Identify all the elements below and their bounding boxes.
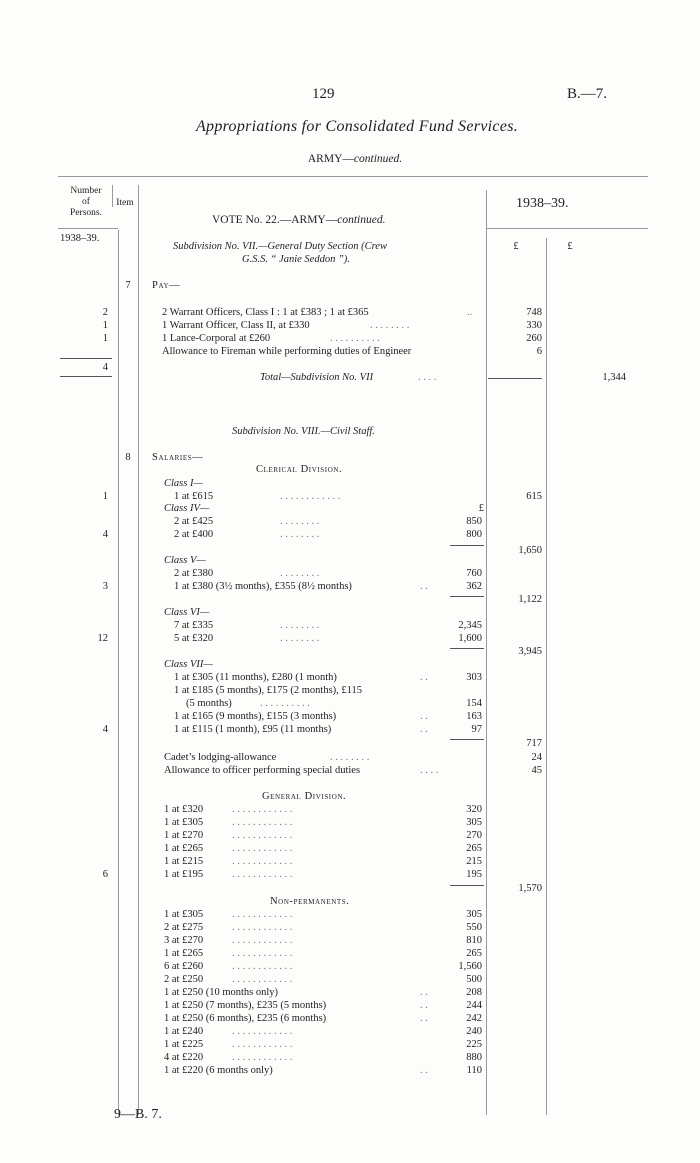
item-column-left <box>118 230 119 1115</box>
line-description: 1 at £615 <box>174 491 214 502</box>
sub-value: 163 <box>466 711 482 722</box>
line-amount: 6 <box>536 346 542 357</box>
vote-title-continued: continued. <box>337 214 386 226</box>
vote-title-text: VOTE No. 22.—ARMY— <box>212 214 338 226</box>
class-heading: Class I— <box>164 478 203 489</box>
pound-symbol-right: £ <box>567 241 573 252</box>
sub-value: 362 <box>466 581 482 592</box>
line-description: 1 at £305 <box>164 909 204 920</box>
sub-value: 97 <box>471 724 482 735</box>
sub-value: 880 <box>466 1052 482 1063</box>
sub-value: 550 <box>466 922 482 933</box>
persons-year-label: 1938–39. <box>60 233 100 244</box>
line-amount: 260 <box>526 333 542 344</box>
item-column-header: Item <box>116 198 134 208</box>
line-description: 1 at £240 <box>164 1026 204 1037</box>
leader-dots: . . . . . . . . <box>280 516 320 527</box>
class-subtotal: 1,122 <box>518 594 542 605</box>
leader-dots: .. <box>467 307 473 318</box>
subtotal-rule <box>450 545 484 546</box>
leader-dots: . . . . . . . . . . . . <box>232 909 293 920</box>
sub-value: 195 <box>466 869 482 880</box>
line-description: 1 Warrant Officer, Class II, at £330 <box>162 320 310 331</box>
line-description: 1 at £305 (11 months), £280 (1 month) <box>174 672 337 683</box>
leader-dots: . . . . . . . . <box>280 568 320 579</box>
line-description: 1 at £305 <box>164 817 204 828</box>
leader-dots: . . . . <box>418 372 437 383</box>
amount-column-divider <box>546 238 547 1115</box>
sub-value: 265 <box>466 948 482 959</box>
class-subtotal: 1,650 <box>518 545 542 556</box>
persons-count: 3 <box>102 581 108 592</box>
line-description: 2 at £275 <box>164 922 204 933</box>
leader-dots: . . . . . . . . . . . . <box>232 804 293 815</box>
subdivision-7-title-cont: G.S.S. “ Janie Seddon ”). <box>242 254 350 265</box>
line-description: 1 at £250 (10 months only) <box>164 987 279 998</box>
line-amount: 615 <box>526 491 542 502</box>
leader-dots: . . . . . . . . . . . . <box>232 961 293 972</box>
line-description: 3 at £270 <box>164 935 204 946</box>
amount-year-label: 1938–39. <box>516 196 569 211</box>
page-title: Appropriations for Consolidated Fund Services. <box>195 118 519 135</box>
non-permanents-heading: Non-permanents. <box>270 896 350 907</box>
vote-title <box>212 214 385 226</box>
leader-dots: . . <box>420 987 428 998</box>
sub-value: 242 <box>466 1013 482 1024</box>
line-description: 2 at £250 <box>164 974 204 985</box>
subdivision-7-title: Subdivision No. VII.—General Duty Section (Crew <box>173 241 387 252</box>
clerical-division-heading: Clerical Division. <box>256 464 343 475</box>
line-description: 1 at £225 <box>164 1039 204 1050</box>
pound-symbol-left: £ <box>513 241 519 252</box>
subtotal-rule <box>450 885 484 886</box>
line-description: 1 at £265 <box>164 948 204 959</box>
sub-value: 850 <box>466 516 482 527</box>
leader-dots: . . . . . . . . <box>370 320 410 331</box>
class-heading: Class V— <box>164 555 206 566</box>
persons-count: 1 <box>102 333 108 344</box>
sub-value: 800 <box>466 529 482 540</box>
line-description: 7 at £335 <box>174 620 214 631</box>
line-amount: 330 <box>526 320 542 331</box>
line-description: 1 at £265 <box>164 843 204 854</box>
sub-value: 244 <box>466 1000 482 1011</box>
line-description: 1 at £115 (1 month), £95 (11 months) <box>174 724 332 735</box>
sub-value: 305 <box>466 817 482 828</box>
leader-dots: . . . . . . . . . . . . <box>232 948 293 959</box>
persons-count: 4 <box>102 529 108 540</box>
leader-dots: . . . . <box>420 765 439 776</box>
line-description: 4 at £220 <box>164 1052 204 1063</box>
item-column-right <box>138 185 139 1115</box>
sub-value: 2,345 <box>458 620 482 631</box>
sub-value: 215 <box>466 856 482 867</box>
persons-header-line: of <box>82 197 90 207</box>
line-description: 2 at £380 <box>174 568 214 579</box>
sub-value: 760 <box>466 568 482 579</box>
item-number: 7 <box>125 280 131 291</box>
line-description: Allowance to Fireman while performing duties of Engineer <box>162 346 412 357</box>
sub-value: 303 <box>466 672 482 683</box>
subdivision-7-total: 1,344 <box>602 372 626 383</box>
sub-value: 305 <box>466 909 482 920</box>
subtotal-rule <box>450 648 484 649</box>
sub-value: 1,560 <box>458 961 482 972</box>
leader-dots: . . . . . . . . . . . . <box>232 922 293 933</box>
line-description: 1 at £185 (5 months), £175 (2 months), £115 <box>174 685 363 696</box>
line-description: 1 at £165 (9 months), £155 (3 months) <box>174 711 337 722</box>
line-description-cont: (5 months) <box>186 698 232 709</box>
leader-dots: . . <box>420 1013 428 1024</box>
line-description: Cadet’s lodging-allowance <box>164 752 277 763</box>
sub-value: 270 <box>466 830 482 841</box>
line-description: 1 Lance-Corporal at £260 <box>162 333 271 344</box>
leader-dots: . . <box>420 711 428 722</box>
persons-header-line: Number <box>70 186 102 196</box>
line-description: 1 at £320 <box>164 804 204 815</box>
persons-count: 1 <box>102 320 108 331</box>
line-description: 1 at £195 <box>164 869 204 880</box>
leader-dots: . . <box>420 672 428 683</box>
persons-column-header <box>60 186 112 219</box>
sub-value: 208 <box>466 987 482 998</box>
section-heading <box>0 153 700 165</box>
leader-dots: . . <box>420 1000 428 1011</box>
sub-value: 500 <box>466 974 482 985</box>
sub-value: 240 <box>466 1026 482 1037</box>
item-number: 8 <box>125 452 131 463</box>
sub-value: 265 <box>466 843 482 854</box>
table-top-rule <box>58 176 648 177</box>
leader-dots: . . . . . . . . <box>280 620 320 631</box>
sub-value: 225 <box>466 1039 482 1050</box>
line-description: Allowance to officer performing special duties <box>164 765 361 776</box>
line-description: 2 Warrant Officers, Class I : 1 at £383 ; 1 at £365 <box>162 307 369 318</box>
persons-count: 6 <box>102 869 108 880</box>
class-subtotal: 1,570 <box>518 883 542 894</box>
class-subtotal: 717 <box>526 738 542 749</box>
line-description: 1 at £250 (7 months), £235 (5 months) <box>164 1000 327 1011</box>
line-amount: 45 <box>531 765 542 776</box>
leader-dots: . . <box>420 581 428 592</box>
persons-total: 4 <box>102 362 108 373</box>
document-reference: B.—7. <box>567 86 608 102</box>
amount-total-rule <box>488 378 542 379</box>
subdivision-7-total-label: Total—Subdivision No. VII <box>260 372 374 383</box>
leader-dots: . . . . . . . . . . . . <box>232 1026 293 1037</box>
leader-dots: . . . . . . . . . . . . <box>232 1039 293 1050</box>
persons-count: 2 <box>102 307 108 318</box>
sub-value: 1,600 <box>458 633 482 644</box>
page-footer: 9—B. 7. <box>114 1107 162 1122</box>
sub-value: 110 <box>466 1065 482 1076</box>
leader-dots: . . . . . . . . . . . . <box>232 935 293 946</box>
leader-dots: . . . . . . . . <box>330 752 370 763</box>
leader-dots: . . . . . . . . . . . . <box>280 491 341 502</box>
persons-count: 4 <box>102 724 108 735</box>
subtotal-rule <box>450 739 484 740</box>
leader-dots: . . . . . . . . . . . . <box>232 830 293 841</box>
leader-dots: . . . . . . . . . . . . <box>232 843 293 854</box>
pound-symbol: £ <box>478 503 484 514</box>
general-division-heading: General Division. <box>262 791 347 802</box>
leader-dots: . . <box>420 724 428 735</box>
sub-value: 320 <box>466 804 482 815</box>
line-amount: 748 <box>526 307 542 318</box>
class-heading: Class VI— <box>164 607 210 618</box>
persons-count: 1 <box>102 491 108 502</box>
leader-dots: . . <box>420 1065 428 1076</box>
subdivision-8-title: Subdivision No. VIII.—Civil Staff. <box>232 426 375 437</box>
line-description: 6 at £260 <box>164 961 204 972</box>
line-description: 2 at £425 <box>174 516 214 527</box>
class-heading: Class IV— <box>164 503 210 514</box>
line-description: 2 at £400 <box>174 529 214 540</box>
section-name: ARMY— <box>307 153 354 165</box>
persons-header-rule <box>58 228 118 229</box>
class-heading: Class VII— <box>164 659 213 670</box>
persons-total-rule-lower <box>60 376 112 377</box>
leader-dots: . . . . . . . . . . . . <box>232 817 293 828</box>
pay-heading: Pay— <box>152 280 181 291</box>
leader-dots: . . . . . . . . . . . . <box>232 856 293 867</box>
line-description: 1 at £215 <box>164 856 204 867</box>
line-amount: 24 <box>531 752 542 763</box>
line-description: 1 at £380 (3½ months), £355 (8½ months) <box>174 581 352 592</box>
leader-dots: . . . . . . . . . . . . <box>232 974 293 985</box>
subtotal-rule <box>450 596 484 597</box>
leader-dots: . . . . . . . . <box>280 633 320 644</box>
salaries-heading: Salaries— <box>152 452 204 463</box>
leader-dots: . . . . . . . . . . <box>260 698 310 709</box>
sub-value: 154 <box>466 698 482 709</box>
leader-dots: . . . . . . . . . . . . <box>232 869 293 880</box>
leader-dots: . . . . . . . . . . . . <box>232 1052 293 1063</box>
persons-header-line: Persons. <box>70 208 102 218</box>
class-subtotal: 3,945 <box>518 646 542 657</box>
sub-value: 810 <box>466 935 482 946</box>
section-continued: continued. <box>353 153 403 165</box>
leader-dots: . . . . . . . . <box>280 529 320 540</box>
persons-count: 12 <box>97 633 108 644</box>
persons-total-rule <box>60 358 112 359</box>
line-description: 5 at £320 <box>174 633 214 644</box>
leader-dots: . . . . . . . . . . <box>330 333 380 344</box>
page-number: 129 <box>312 86 335 102</box>
amount-header-rule <box>486 228 648 229</box>
line-description: 1 at £250 (6 months), £235 (6 months) <box>164 1013 327 1024</box>
line-description: 1 at £220 (6 months only) <box>164 1065 273 1076</box>
line-description: 1 at £270 <box>164 830 204 841</box>
